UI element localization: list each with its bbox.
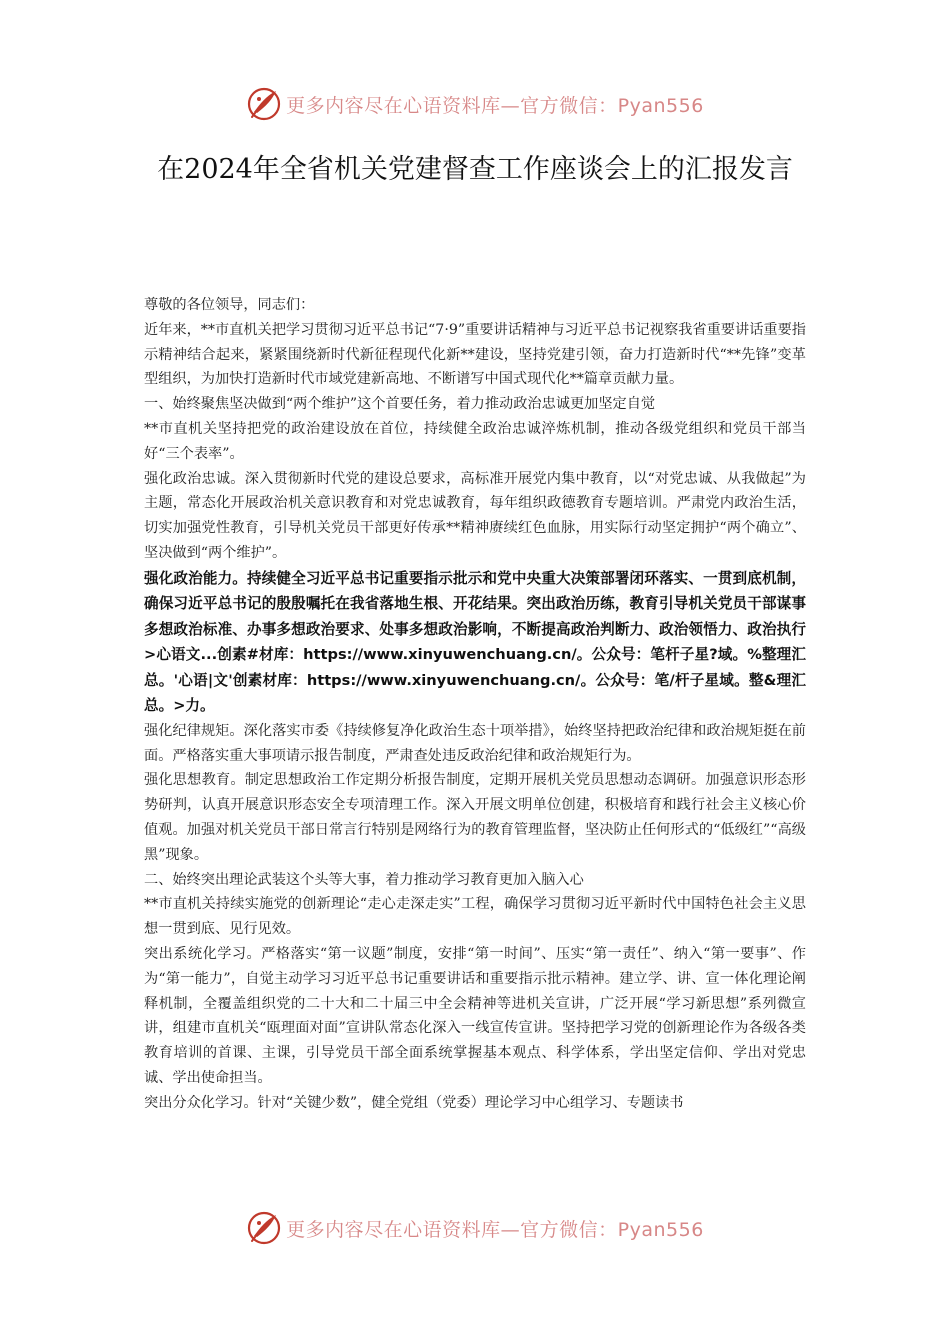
paragraph: 突出系统化学习。严格落实“第一议题”制度，安排“第一时间”、压实“第一责任”、纳入“第一要事”、作为“第一能力”，自觉主动学习习近平总书记重要讲话和重要指示批示精神。建立学、讲、宣一体化理论阐释机制，全覆盖组织党的二十大和二十届三中全会精神等进机关宣讲，广泛开展“学习新思想”系列微宣讲，组建市直机关“瓯理面对面”宣讲队常态化深入一线宣传宣讲。坚持把学习党的创新理论作为各级各类教育培训的首课、主课，引导党员干部全面系统掌握基本观点、科学体系，学出坚定信仰、学出对党忠诚、学出使命担当。 xyxy=(144,945,806,1086)
paragraph: 强化纪律规矩。深化落实市委《持续修复净化政治生态十项举措》，始终坚持把政治纪律和政治规矩挺在前面。严格落实重大事项请示报告制度，严肃查处违反政治纪律和政治规矩行为。 xyxy=(144,722,806,764)
paragraph: 强化政治忠诚。深入贯彻新时代党的建设总要求，高标准开展党内集中教育，以“对党忠诚、从我做起”为主题，常态化开展政治机关意识教育和对党忠诚教育，每年组织政德教育专题培训。严肃党内政治生活，切实加强党性教育，引导机关党员干部更好传承**精神赓续红色血脉，用实际行动坚定拥护“两个确立”、坚决做到“两个维护”。 xyxy=(144,470,806,561)
paragraph: **市直机关持续实施党的创新理论“走心走深走实”工程，确保学习贯彻习近平新时代中国特色社会主义思想一贯到底、见行见效。 xyxy=(144,896,806,938)
paragraph: 强化政治能力。持续健全习近平总书记重要指示批示和党中央重大决策部署闭环落实、一贯到底机制，确保习近平总书记的殷殷嘱托在我省落地生根、开花结果。突出政治历练，教育引导机关党员干部谋事多想政治标准、办事多想政治要求、处事多想政治影响，不断提高政治判断力、政治领悟力、政治执行>心语文...创素#材库：https://www.xinyuwenchuang.cn/。公众号：笔杆子星?域。%整理汇总。'心语|文'创素材库：https://www.xinyuwenchuang.cn/。公众号：笔/杆子星域。整&理汇总。>力。 xyxy=(144,569,806,715)
section-heading-1: 一、始终聚焦坚决做到“两个维护”这个首要任务，着力推动政治忠诚更加坚定自觉 xyxy=(144,396,656,413)
document-body xyxy=(144,293,806,1116)
salutation: 尊敬的各位领导，同志们： xyxy=(144,297,315,313)
paragraph: 突出分众化学习。针对“关键少数”，健全党组（党委）理论学习中心组学习、专题读书 xyxy=(144,1094,684,1111)
banner-text: 更多内容尽在心语资料库—官方微信：Pyan556 xyxy=(286,94,704,117)
header-banner xyxy=(0,82,950,126)
paragraph: **市直机关坚持把党的政治建设放在首位，持续健全政治忠诚淬炼机制，推动各级党组织和党员干部当好“三个表率”。 xyxy=(144,420,806,462)
paragraph: 强化思想教育。制定思想政治工作定期分析报告制度，定期开展机关党员思想动态调研。加强意识形态形势研判，认真开展意识形态安全专项清理工作。深入开展文明单位创建，积极培育和践行社会主义核心价值观。加强对机关党员干部日常言行特别是网络行为的教育管理监督，坚决防止任何形式的“低级红”“高级黑”现象。 xyxy=(144,772,806,863)
intro-paragraph: 近年来，**市直机关把学习贯彻习近平总书记“7·9”重要讲话精神与习近平总书记视察我省重要讲话重要指示精神结合起来，紧紧围绕新时代新征程现代化新**建设，坚持党建引领，奋力打造新时代“**先锋”变革型组织，为加快打造新时代市域党建新高地、不断谱写中国式现代化**篇章贡献力量。 xyxy=(144,321,806,388)
quill-pen-circle-icon xyxy=(246,86,282,122)
document-title: 在2024年全省机关党建督查工作座谈会上的汇报发言 xyxy=(157,154,793,185)
quill-pen-circle-icon xyxy=(246,1210,282,1246)
footer-banner xyxy=(0,1206,950,1250)
section-heading-2: 二、始终突出理论武装这个头等大事，着力推动学习教育更加入脑入心 xyxy=(144,871,584,888)
banner-text: 更多内容尽在心语资料库—官方微信：Pyan556 xyxy=(286,1218,704,1241)
